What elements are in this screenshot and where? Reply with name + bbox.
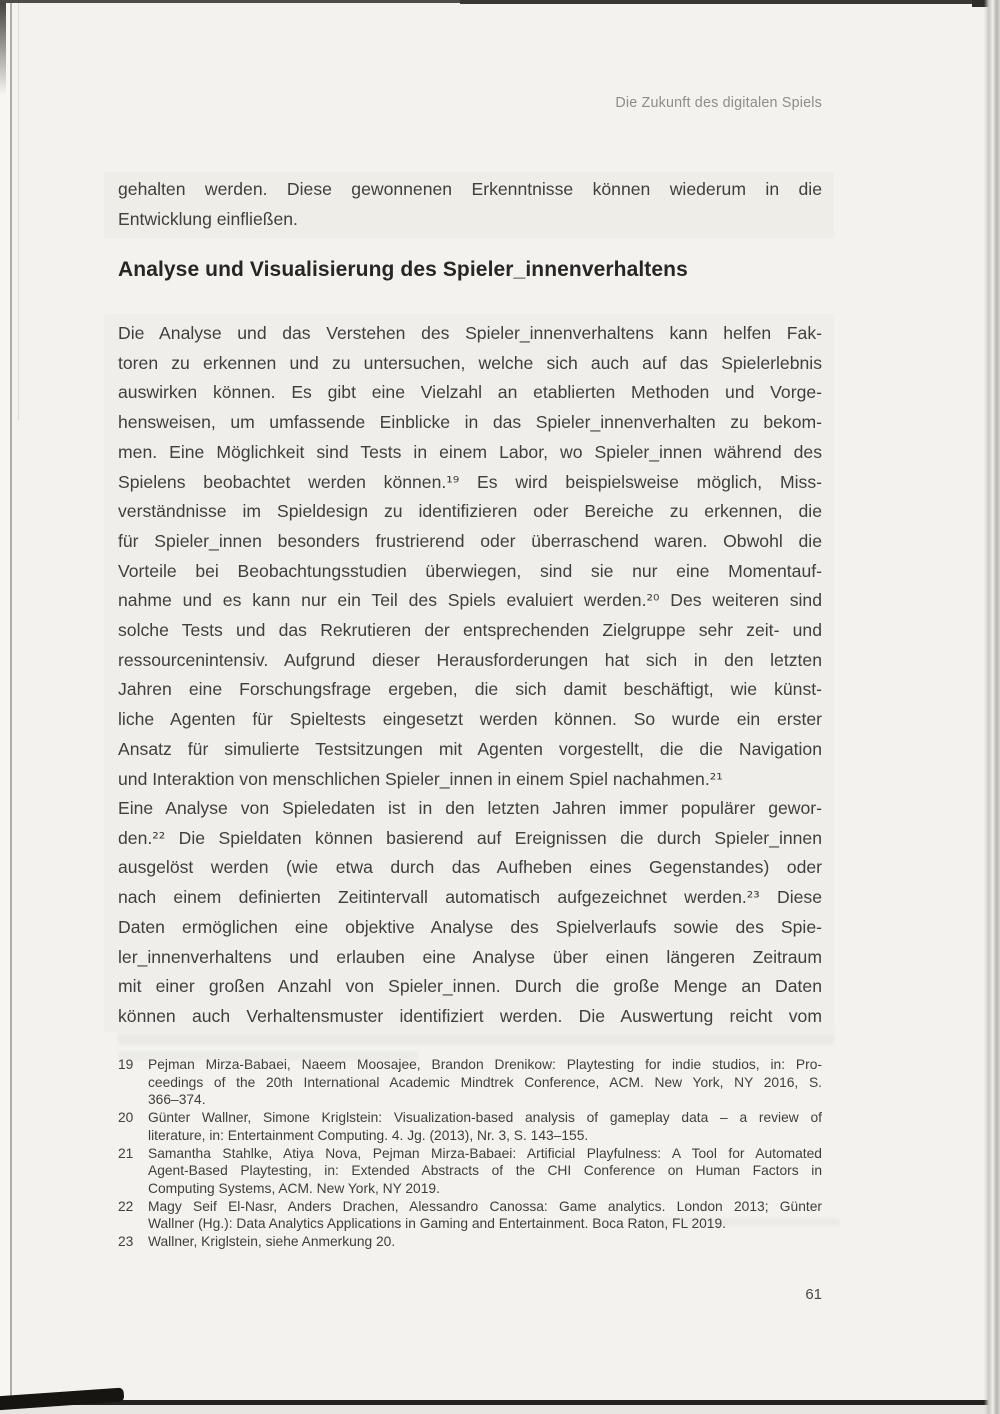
page-edge-line-left	[10, 0, 12, 1414]
scan-corner-top-left	[0, 0, 6, 95]
footnote-item	[118, 1233, 822, 1251]
text-line: Daten ermöglichen eine objektive Analyse des Spielverlaufs sowie des Spie-	[118, 916, 822, 937]
footnote-item	[118, 1056, 822, 1109]
text-line: Vorteile bei Beobachtungsstudien überwiegen, sind sie nur eine Momentauf-	[118, 560, 822, 581]
text-line: Spielens beobachtet werden können.¹⁹ Es wird beispielsweise möglich, Miss-	[118, 471, 822, 492]
footnote-marker: ²³	[746, 888, 760, 908]
text-line: mit einer großen Anzahl von Spieler_innen. Durch die große Menge an Daten	[118, 976, 822, 997]
footnote-item	[118, 1198, 822, 1233]
text-line: Wallner, Kriglstein, siehe Anmerkung 20.	[148, 1234, 396, 1250]
footnote-text	[148, 1109, 822, 1144]
footnote-number: 19	[118, 1057, 134, 1072]
footnote-item	[118, 1109, 822, 1144]
footnote-text	[148, 1198, 822, 1233]
text-line: Agent-Based Playtesting, in: Extended Abstracts of the CHI Conference on Human Factors in	[148, 1163, 822, 1179]
text-line: Ansatz für simulierte Testsitzungen mit Agenten vorgestellt, die die Navigation	[118, 738, 822, 759]
text-line: auswirken können. Es gibt eine Vielzahl an etablierten Methoden und Vorge-	[118, 382, 822, 403]
text-line: den.²² Die Spieldaten können basierend auf Ereignissen die durch Spieler_innen	[118, 827, 822, 848]
scan-edge-top-right	[460, 0, 1000, 4]
footnote-number: 22	[118, 1198, 134, 1214]
text-line: Eine Analyse von Spieledaten ist in den letzten Jahren immer populärer gewor-	[118, 798, 822, 818]
text-line: Samantha Stahlke, Atiya Nova, Pejman Mirza-Babaei: Artificial Playfulness: A Tool for Automated	[148, 1145, 822, 1161]
text-line: Pejman Mirza-Babaei, Naeem Moosajee, Brandon Drenikow: Playtesting for indie studios, in: Pro-	[148, 1057, 822, 1072]
text-line: ceedings of the 20th International Academic Mindtrek Conference, ACM. New York, NY 2016, S.	[148, 1074, 822, 1090]
footnotes-block	[118, 1056, 822, 1251]
footnote-text	[148, 1056, 822, 1109]
text-line: liche Agenten für Spieltests eingesetzt werden können. So wurde ein erster	[118, 709, 822, 730]
text-line: ler_innenverhaltens und erlauben eine Analyse über einen längeren Zeitraum	[118, 946, 822, 967]
footnote-marker: ²²	[152, 828, 166, 848]
text-line: und Interaktion von menschlichen Spieler_innen in einem Spiel nachahmen.²¹	[118, 768, 723, 789]
footnote-marker: ²⁰	[646, 591, 660, 611]
text-line: Die Analyse und das Verstehen des Spieler_innenverhaltens kann helfen Fak-	[118, 323, 822, 343]
body-paragraph	[118, 319, 822, 794]
text-line: ressourcenintensiv. Aufgrund dieser Herausforderungen hat sich in den letzten	[118, 649, 822, 670]
running-head: Die Zukunft des digitalen Spiels	[615, 95, 822, 111]
text-line: Wallner (Hg.): Data Analytics Applications in Gaming and Entertainment. Boca Raton, FL 2019.	[148, 1216, 726, 1232]
page-number: 61	[805, 1286, 822, 1303]
section-heading: Analyse und Visualisierung des Spieler_innenverhaltens	[118, 258, 688, 281]
left-page-strip	[0, 0, 10, 1414]
text-line: men. Eine Möglichkeit sind Tests in einem Labor, wo Spieler_innen während des	[118, 441, 822, 462]
footnote-number: 21	[118, 1145, 134, 1161]
footnote-marker: ¹⁹	[446, 472, 460, 492]
text-line: toren zu erkennen und zu untersuchen, welche sich auch auf das Spielerlebnis	[118, 352, 822, 373]
footnote-number: 23	[118, 1234, 134, 1250]
scan-margin-bottom	[0, 1405, 1000, 1414]
text-line: Entwicklung einfließen.	[118, 208, 298, 229]
footnote-marker: ²¹	[709, 769, 723, 789]
text-line: gehalten werden. Diese gewonnenen Erkenntnisse können wiederum in die	[118, 179, 822, 199]
intro-paragraph	[118, 175, 822, 234]
text-line: nahme und es kann nur ein Teil des Spiels evaluiert werden.²⁰ Des weiteren sind	[118, 590, 822, 611]
text-line: hensweisen, um umfassende Einblicke in das Spieler_innenverhalten zu bekom-	[118, 412, 822, 433]
text-line: können auch Verhaltensmuster identifiziert werden. Die Auswertung reicht vom	[118, 1005, 822, 1026]
text-line: literature, in: Entertainment Computing. 4. Jg. (2013), Nr. 3, S. 143–155.	[148, 1127, 589, 1143]
show-through-ghost	[118, 1034, 834, 1045]
page-stack-right	[984, 0, 1000, 1414]
text-line: Magy Seif El-Nasr, Anders Drachen, Alessandro Canossa: Game analytics. London 2013; Günter	[148, 1198, 822, 1214]
book-edge-bottom	[28, 1400, 1000, 1405]
footnote-text	[148, 1145, 822, 1198]
text-line: Computing Systems, ACM. New York, NY 2019.	[148, 1180, 440, 1196]
footnote-item	[118, 1145, 822, 1198]
text-line: für Spieler_innen besonders frustrierend oder überraschend waren. Obwohl die	[118, 530, 822, 551]
footnote-number: 20	[118, 1110, 134, 1126]
text-line: ausgelöst werden (wie etwa durch das Aufheben eines Gegenstandes) oder	[118, 857, 822, 878]
footnote-text	[148, 1233, 822, 1251]
text-line: solche Tests und das Rekrutieren der entsprechenden Zielgruppe sehr zeit- und	[118, 620, 822, 641]
text-line: nach einem definierten Zeitintervall automatisch aufgezeichnet werden.²³ Diese	[118, 887, 822, 908]
text-line: 366–374.	[148, 1092, 206, 1108]
text-line: Günter Wallner, Simone Kriglstein: Visualization-based analysis of gameplay data – a review of	[148, 1110, 822, 1126]
body-paragraph	[118, 794, 822, 1032]
page-edge-line-left-2	[18, 0, 19, 420]
text-line: Jahren eine Forschungsfrage ergeben, die sich damit beschäftigt, wie künst-	[118, 679, 822, 700]
text-line: verständnisse im Spieldesign zu identifizieren oder Bereiche zu erkennen, die	[118, 501, 822, 522]
